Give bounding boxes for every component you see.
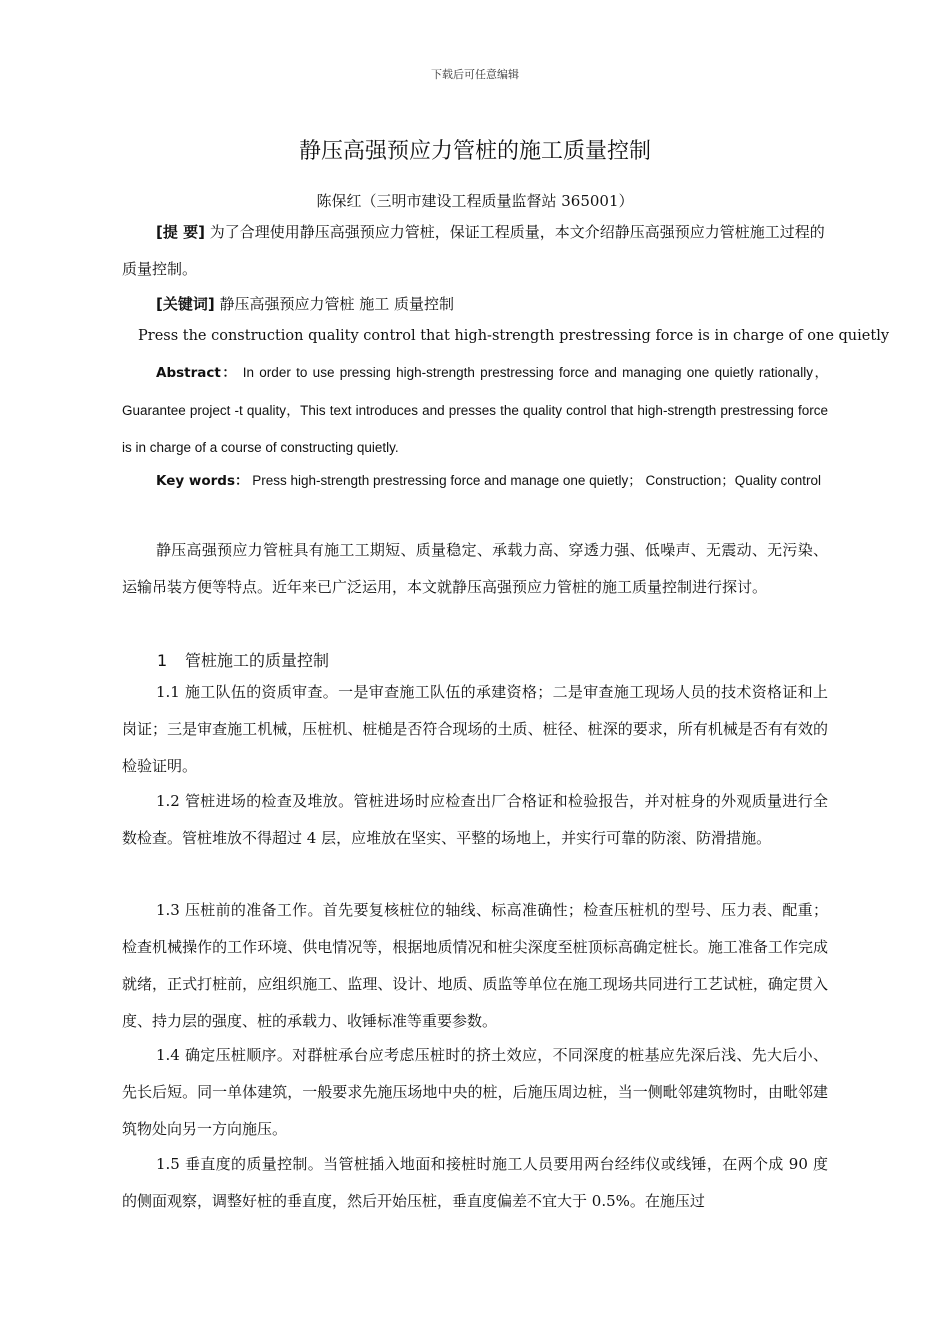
keywords-cn [122,286,828,323]
keywords-en-text: Press high-strength prestressing force and manage one quietly； Construction；Quality control [248,473,822,488]
intro-paragraph: 静压高强预应力管桩具有施工工期短、质量稳定、承载力高、穿透力强、低噪声、无震动、无污染、运输吊装方便等特点。近年来已广泛运用，本文就静压高强预应力管桩的施工质量控制进行探讨。 [122,541,828,596]
paragraph-1-3: 1.3 压桩前的准备工作。首先要复核桩位的轴线、标高准确性；检查压桩机的型号、压力表、配重；检查机械操作的工作环境、供电情况等，根据地质情况和桩尖深度至桩顶标高确定桩长。施工准备工作完成就绪，正式打桩前，应组织施工、监理、设计、地质、质监等单位在施工现场共同进行工艺试桩，确定贯入度、持力层的强度、桩的承载力、收锤标准等重要参数。 [122,901,828,1030]
keywords-cn-label: [关键词] [156,295,215,313]
author-line: 陈保红（三明市建设工程质量监督站 365001） [316,192,634,210]
page-header: 下载后可任意编辑 [431,68,519,81]
abstract-cn-label: [提 要] [156,223,205,241]
section-heading [157,648,329,671]
abstract-en-label: Abstract： [156,365,238,381]
keywords-en [122,462,828,500]
article-title: 静压高强预应力管桩的施工质量控制 [298,139,651,164]
section-title: 管桩施工的质量控制 [185,651,330,670]
keywords-cn-text: 静压高强预应力管桩 施工 质量控制 [214,295,455,313]
paragraph-1-1: 1.1 施工队伍的资质审查。一是审查施工队伍的承建资格；二是审查施工现场人员的技术资格证和上岗证；三是审查施工机械，压桩机、桩槌是否符合现场的土质、桩径、桩深的要求，所有机械是否有有效的检验证明。 [122,683,828,775]
paragraph-1-4: 1.4 确定压桩顺序。对群桩承台应考虑压桩时的挤土效应，不同深度的桩基应先深后浅、先大后小、先长后短。同一单体建筑，一般要求先施压场地中央的桩，后施压周边桩，当一侧毗邻建筑物时，由毗邻建筑物处向另一方向施压。 [122,1046,828,1138]
abstract-cn [122,214,828,288]
abstract-en-text: In order to use pressing high-strength prestressing force and managing one quietly rationally，Guarantee project -t quality，This text introduces and presses the quality control that high-strength prestressing force is in charge of a course of constructing quietly. [122,365,828,455]
section-number: 1 [157,651,168,670]
paragraph-1-2: 1.2 管桩进场的检查及堆放。管桩进场时应检查出厂合格证和检验报告，并对桩身的外观质量进行全数检查。管桩堆放不得超过 4 层，应堆放在坚实、平整的场地上，并实行可靠的防滚、防滑措施。 [122,792,828,847]
english-title: Press the construction quality control that high-strength prestressing force is in charge of one quietly [138,328,890,344]
paragraph-1-5: 1.5 垂直度的质量控制。当管桩插入地面和接桩时施工人员要用两台经纬仪或线锤，在两个成 90 度的侧面观察，调整好桩的垂直度，然后开始压桩，垂直度偏差不宜大于 0.5%。在施压过 [122,1155,828,1210]
abstract-cn-text: 为了合理使用静压高强预应力管桩，保证工程质量，本文介绍静压高强预应力管桩施工过程的质量控制。 [122,223,825,278]
keywords-en-label: Key words： [156,473,249,489]
abstract-en [122,354,828,466]
